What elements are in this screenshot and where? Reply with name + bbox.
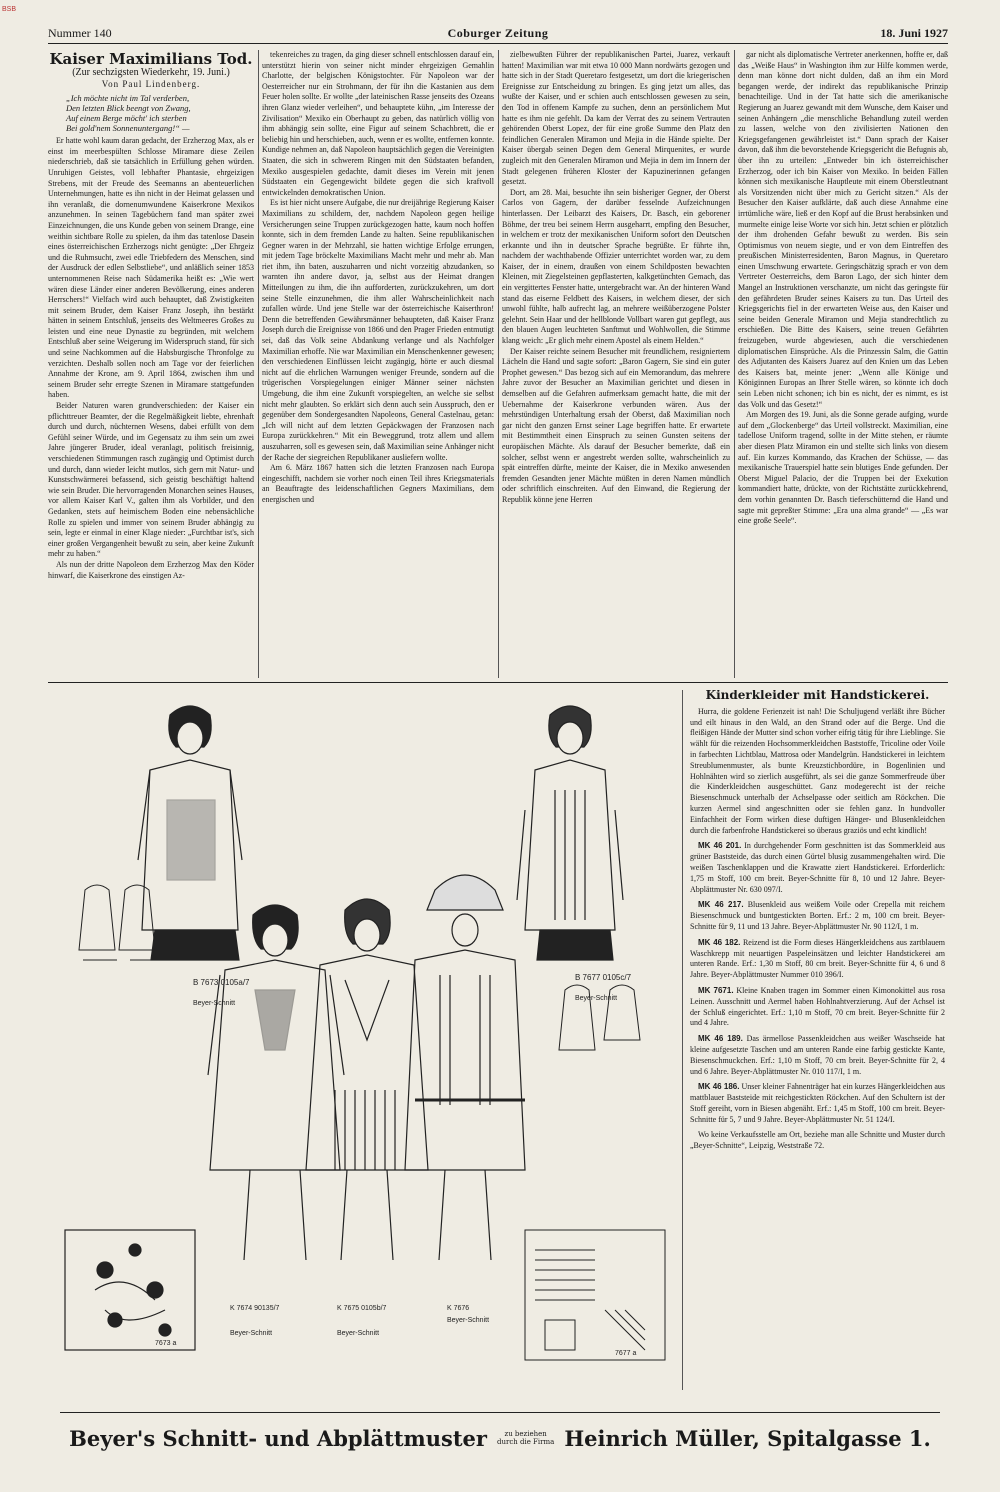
issue-date: 18. Juni 1927 xyxy=(880,26,948,40)
paragraph: Der Kaiser reichte seinem Besucher mit freundlichem, resigniertem Lächeln die Hand und sagte sofort: „Baron Gagern, Sie sind ein guter Prophet gewesen.“ Das bezog sich auf ein Memorandum, das mehrere Jahre zuvor der Besucher an Maximilian gerichtet und diesen in demselben auf die Gefahren aufmerksam gemacht hatte, die mit der Uebernahme der Kaiserkrone verbunden wären. Aus der mehrstündigen Unterhaltung ersah der Oberst, daß Maximilian noch gar nicht den ganzen Ernst seiner Lage begriffen hatte. Er erwartete mit Bestimmtheit einen Einspruch zu seinen Gunsten seitens der europäischen Mächte. Als darauf der Besucher bemerkte, daß ein solcher, selbst wenn er angestrebt werden sollte, wahrscheinlich zu spät eintreffen dürfte, meinte der Kaiser, die in Mexiko anwesenden fremden Gesandten jener Mächte müßten in deren Namen mündlich oder schriftlich einschreiten. Auf den Einwand, die Regierung der Republik könne jene Herren xyxy=(502,346,730,504)
item-code: MK 46 186. xyxy=(698,1082,740,1092)
maker-caption: Beyer-Schnitt xyxy=(575,995,618,1002)
pattern-code: B 7673 0105a/7 xyxy=(193,978,250,987)
item-code: MK 46 201. xyxy=(698,841,742,851)
item-text: Kleine Knaben tragen im Sommer einen Kimonokittel aus rosa Leinen. Ausschnitt und Aermel haben Hohlnahtverzierung. Auf der Achsel ist der Schluß eingerichtet. Erf.: 1,10 m Stoff, 70 cm breit. Beyer-Schnitte für 2 und 4 Jahre. xyxy=(690,985,945,1028)
advert-banner xyxy=(60,1418,940,1458)
maker-caption: Beyer-Schnitt xyxy=(230,1330,273,1337)
column-divider xyxy=(498,50,499,678)
paragraph: tekenreiches zu tragen, da ging dieser schnell entschlossen darauf ein, unterstützt hierin von seiner nicht minder ehrgeizigen Gemahlin Charlotte, der belgischen Königstochter. Für Napoleon war der Oesterreicher nur ein Strohmann, der für ihn die Kastanien aus dem Feuer holen sollte. Er wollte „der lateinischen Rasse jenseits des Ozeans ihren Glanz wieder verleihen“, und behauptete kühn, „im Interesse der Zivilisation“ Mexiko ein Oberhaupt zu geben, das natürlich völlig von ihm abhängig sein sollte, eine Figur auf seinem Schachbrett, die er beliebig hin und herschieben, auch, wenn er es wollte, entfernen konnte. Kundige nehmen an, daß Napoleon hauptsächlich gegen die Vereinigten Staaten, die sich in schwerem Ringen mit den Südstaaten befanden, Mexiko ausgespielen gedachte, damit dieses im Verein mit jenen Südstaaten ein Gegengewicht bildete gegen die sich kraftvoll entwickelnden demokratischen Union. xyxy=(262,50,494,197)
advert-item xyxy=(690,1034,945,1077)
paragraph: Dort, am 28. Mai, besuchte ihn sein bisheriger Gegner, der Oberst Carlos von Gagern, der darüber fesselnde Aufzeichnungen hinterlassen. Der Leibarzt des Kaisers, Dr. Basch, ein geborener Böhme, der treu bei seinem Herrn ausgeharrt, empfing den Besucher, in welchem er trotz der mexikanischen Uniform sofort den Deutschen erkannte und ihn in deutscher Sprache begrüßte. Er führte ihn, nachdem der wachthabende Offizier unterrichtet worden war, zu dem Kaiser, der in einem, draußen von einem Schildposten bewachten Kleinen, mit Ziegelsteinen gepflasterten, kalkgetünchten Gemach, das ein vergittertes Fenster hatte, untergebracht war. An der hinteren Wand stand das eiserne Feldbett des Kaisers, in welchem dieser, der sich unwohl fühlte, halb aufrecht lag, an mehrere weißüberzogene Polster gelehnt. Sein Haar und der hellblonde Vollbart waren gut gepflegt, aus den blauen Augen leuchteten Sanftmut und Wohlwollen, die Stimme klang weich: „Er glich mehr einem Apostel als einem Helden.“ xyxy=(502,187,730,346)
article-column-1 xyxy=(48,50,254,678)
item-text: Blusenkleid aus weißem Voile oder Crepella mit reichem Biesenschmuck und buntgestickten Borten. Erf.: 2 m, 100 cm breit. Beyer-Schnitte für 9, 11 und 13 Jahre. Beyer-Abplättmuster Nr. 90 112/I, 1 m. xyxy=(690,900,945,931)
advert-item xyxy=(690,986,945,1029)
advert-text xyxy=(690,690,945,1380)
pattern-code: 7677 a xyxy=(615,1350,637,1357)
article-subtitle: (Zur sechzigsten Wiederkehr, 19. Juni.) xyxy=(72,66,230,78)
item-code: MK 46 189. xyxy=(698,1034,743,1044)
banner-rule xyxy=(60,1412,940,1413)
maker-caption: Beyer-Schnitt xyxy=(337,1330,380,1337)
banner-left: Beyer's Schnitt- und Abplättmuster xyxy=(69,1425,487,1451)
paragraph: Als nun der dritte Napoleon dem Erzherzog Max den Köder hinwarf, die Kaiserkrone des einstigen Az- xyxy=(48,559,254,580)
item-code: MK 46 182. xyxy=(698,937,741,947)
item-text: Reizend ist die Form dieses Hängerkleidchens aus zartblauem Waschkrepp mit neuartigen Paspeleinsätzen und leichter Handstickerei am unteren Rande. Erf.: 1,30 m Stoff, 80 cm breit. Beyer-Schnitte für 4, 6 und 8 Jahre. Beyer-Abplättmuster Nummer 010 396/I. xyxy=(690,937,945,980)
corner-mark: BSB xyxy=(2,6,17,13)
poem-line: Den letzten Blick beengt von Zwang, xyxy=(66,103,191,114)
banner-right: Heinrich Müller, Spitalgasse 1. xyxy=(564,1425,931,1451)
advert-item xyxy=(690,1082,945,1125)
poem-line: „Ich möchte nicht im Tal verderben, xyxy=(66,93,190,104)
paragraph: zielbewußten Führer der republikanischen Partei, Juarez, verkauft hatten! Maximilian war mit etwa 10 000 Mann nordwärts gezogen und hatte sich in der Stadt Queretaro festgesetzt, um dort die kriegerischen Ereignisse zur Entscheidung zu bringen. Es ging jetzt um alles, das wußte der Kaiser, und er schien auch entschlossen gewesen zu sein, den Tod in offenem Kampfe zu suchen, denn an persönlichem Mut hatte es ihm nie gefehlt. Da kam der Verrat des zu seinem Vertrauten gehörenden Oberst Lopez, der für eine große Summe den Platz den feindlichen Generalen Miramon und Mejia in die Hände spielte. Der Kaiser übergab seinen Degen dem General Mirquenites, er wurde zugleich mit den Generalen Miramon und Mejia in dem im Innern der Stadt gelegenen früheren Kloster der Kapuzinerinnen gefangen gesetzt. xyxy=(502,50,730,187)
pattern-code: K 7676 xyxy=(447,1305,470,1312)
pattern-code: B 7677 0105c/7 xyxy=(575,973,632,982)
poem-line: Auf einem Berge möcht' ich sterben xyxy=(66,113,187,124)
banner-connector xyxy=(497,1430,554,1446)
advert-title: Kinderkleider mit Handstickerei. xyxy=(705,690,930,702)
section-rule xyxy=(48,682,948,683)
column-divider xyxy=(258,50,259,678)
advert-item xyxy=(690,841,945,895)
advert-footer: Wo keine Verkaufsstelle am Ort, beziehe man alle Schnitte und Muster durch „Beyer-Schnitte“, Leipzig, Weststraße 72. xyxy=(690,1130,945,1151)
pattern-code: K 7674 90135/7 xyxy=(230,1305,280,1312)
newspaper-title: Coburger Zeitung xyxy=(447,26,549,40)
fashion-illustration xyxy=(55,690,675,1408)
maker-caption: Beyer-Schnitt xyxy=(193,1000,236,1007)
paragraph: gar nicht als diplomatische Vertreter anerkennen, hoffte er, daß das „Weiße Haus“ in Washington ihm zur Hilfe kommen werde, denn man könne dort nicht dulden, daß an ihm ein Mord begangen werde, der indirekt das republikanische Prinzip benachteilige. Und in der Tat hatte sich die amerikanische Regierung an Juarez gewandt mit dem Wunsche, dem Kaiser und seinen Anhängern „die menschliche Behandlung zuteil werden zu lassen, welche von den zivilisierten Nationen den Kriegsgefangenen gewährleistet ist.“ Dann sprach der Kaiser davon, daß ihm die bevorstehende Kriegsgericht die Befugnis ab, über ihn zu urteilen: „Entweder bin ich österreichischer Erzherzog, oder ich bin Kaiser von Mexiko. In beiden Fällen können sich mexikanische Hauptleute mit einem Oberstleutnant als Vorsitzenden nicht über mich zu Gericht sitzen.“ Als der Besucher den Kaiser aufklärte, daß auch diese Annahme eine irrtümliche wäre, ließ er den Kopf auf die Brust herabsinken und murmelte einige leise Worte vor sich hin. Jetzt schien er plötzlich der ihm drohenden Gefahr bewußt zu werden. Bis sein Optimismus von neuem siegte, und er von dem Eintreffen des preußischen Ministerresidenten, Baron Magnus, in Queretaro einen Umschwung erwartete. Geringschätzig sprach er von dem Vertreter Oesterreichs, dem Baron Lago, der sich hinter dem Mangel an Instruktionen verschanzte, um nicht das geringste für den gefährdeten Bruder seines Kaisers zu tun. Das Urteil des Kriegsgerichts fiel in der erwarteten Weise aus, den Kaiser und seine beiden Generale Miramon und Mejia standrechtlich zu erschießen. Die Bitte des Kaisers, seine treuen Gefährten freizugeben, wurde abgewiesen, auch die verschiedenen diplomatischen Einsprüche. Als die Prinzessin Salm, die Gattin des Adjutanten des Kaisers Juarez auf den Knien um das Leben des Kaisers bat, meinte jener: „Wenn alle Könige und Königinnen Europas an Ihrer Stelle wären, so könnte ich doch sein Leben nicht schonen; ich bin es nicht, der es nimmt, es ist das Volk und das Gesetz!“ xyxy=(738,50,948,409)
paragraph: Es ist hier nicht unsere Aufgabe, die nur dreijährige Regierung Kaiser Maximilians zu schildern, der, nachdem Napoleon gegen heilige Versicherungen seine Truppen zurückgezogen hatte, kaum noch hoffen konnte, sich in dem fremden Lande zu halten. Seine republikanischen Gegner waren in der Mehrzahl, sie hatten wichtige Erfolge errungen, mit jedem Tage bröckelte Maximilians Macht mehr und mehr ab. Man riet ihm, ihn baten, auszuharren und nicht vorzeitig abzudanken, so warnten ihn andere davor, ja, selbst aus der Heimat drangen Mitteilungen zu ihm, die ihn aufforderten, zurückzukehren, um dort seine Stelle einzunehmen, die ihm aller Wahrscheinlichkeit nach zufallen würde. Und jene Stelle war der österreichische Kaiserthron! Denn die betreffenden Gewährsmänner behaupteten, daß Kaiser Franz Joseph durch die Ereignisse von 1866 und den Prager Frieden entmutigt sei, daß das Volk seine Abdankung verlange und als Nachfolger Maximilian erhoffe. Nie war Maximilian ein Menschenkenner gewesen; den verschiedenen Einflüssen leicht zugängig, hörte er auch diesmal nicht auf die ehrlichen Warnungen weniger Freunde, sondern auf die trügerischen Vorspiegelungen einiger Männer seiner nächsten Umgebung, die ihm eine Zukunft vorspiegelten, an welche sie selbst nicht mehr glaubten. So erklärt sich denn auch sein Ausspruch, den er gegenüber dem Sondergesandten Napoleons, General Castelnau, getan: „Ich will nicht auf dem letzten Gepäckwagen der Franzosen nach Europa zurückkehren.“ Mit ein Beweggrund, trotz allem und allem auszuharren, soll es gewesen sein, daß Maximilian seine Anhänger nicht der Rache der siegreichen Republikaner ausliefern wollte. xyxy=(262,198,494,462)
article-column-2 xyxy=(262,50,494,678)
advert-intro: Hurra, die goldene Ferienzeit ist nah! Die Schuljugend verläßt ihre Bücher und eilt hinaus in den Wald, an den Strand oder auf die Berge. Und die fleißigen Hände der Mutter sind schon vorher eifrig tätig für ihre Lieblinge. Sie wählt für die reizenden Hochsommerkleidchen Baststoffe, Tricoline oder Voile in farbechten Lichtblau, Mattrosa oder Mandelgrün. Handstickerei in leichtem Streublumenmuster, als bunte Kreuzstichbordüre, in Bogenlinien und Hohlnähten wird so zierlich ausgeführt, als sei die ganze Sommerfreude über die Kinderkleidchen ausgeschüttet. Ganz modegerecht ist der reiche Biesenschmuck unterhalb der Achselpasse oder seitlich am Röckchen. Die kurzen Aermel sind angeschnitten oder sie fehlen ganz. In hundvoller Einfachheit der Form wirken diese duftigen Hänger- und Blusenkleidchen durch die farbenfrohe Handstickerei so überaus graziös und echt kindlich! xyxy=(690,706,945,835)
maker-caption: Beyer-Schnitt xyxy=(447,1317,490,1324)
banner-small-bottom: durch die Firma xyxy=(496,1438,555,1446)
article-byline: Von Paul Lindenberg. xyxy=(101,78,201,89)
page-header xyxy=(48,26,948,42)
item-code: MK 46 217. xyxy=(698,900,744,910)
article-poem xyxy=(48,93,254,133)
article-column-4 xyxy=(738,50,948,678)
item-code: MK 7671. xyxy=(698,985,734,995)
pattern-code: 7673 a xyxy=(155,1340,177,1347)
issue-number: Nummer 140 xyxy=(48,26,112,40)
item-text: Das ärmellose Passenkleidchen aus weißer Waschseide hat kleine aufgesetzte Taschen und am unteren Rande eine farbig gestickte Kante, Biesenschmuckchen. Erf.: 1,10 m Stoff, 70 cm breit. Beyer-Schnitte für 2, 4 und 6 Jahre. Beyer-Abplättmuster Nr. 010 117/I, 1 m. xyxy=(690,1034,945,1076)
advert-divider xyxy=(682,690,683,1390)
header-rule xyxy=(48,43,948,44)
advert-item xyxy=(690,938,945,981)
article-column-3 xyxy=(502,50,730,678)
item-text: In durchgehender Form geschnitten ist das Sommerkleid aus grüner Baststeide, das durch einen Gürtel blusig zusammengehalten wird. Die weißen Taschenklappen und die Krawatte ziert Handstickerei. Erforderlich: 1,75 m Stoff, 100 cm breit. Beyer-Schnitte für 8, 10 und 12 Jahre. Beyer-Abplättmuster Nr. 630 097/I. xyxy=(690,841,945,894)
article-title: Kaiser Maximilians Tod. xyxy=(49,50,253,68)
paragraph: Er hatte wohl kaum daran gedacht, der Erzherzog Max, als er einst im meerbespülten Schlosse Miramare diese Zeilen niederschrieb, daß sie tatsächlich in Erfüllung gehen würden. Unruhigen Geistes, voll lebhafter Phantasie, ehrgeizigen Strebens, mit der Freude des Seemanns an abenteuerlichen Unternehmungen, hatte es ihn nicht in der Heimat gelassen und ihn veranlaßt, die dornenumwundene Kaiserkrone Mexikos anzunehmen. In seinen Tagebüchern fand man später zwei Einzeichnungen, die uns Kunde geben von seinem Drange, eine weithin sichtbare Rolle zu spielen, da ihm das tatenlose Dasein eines österreichischen Erzherzogs nicht genügte: „Der Ehrgeiz und die Ruhmsucht, zwei edle Triebfedern des Menschen, sind der Ausdruck der edlen Selbstliebe“, und anläßlich seiner 1853 unternommenen Reise nach Südamerika heißt es: „Wie wert wären diese Länder einer anderen Bevölkerung, eines anderen Herrschers!“ Vielfach wird auch behauptet, daß Zwistigkeiten mit seinem Bruder, dem Kaiser Franz Joseph, ihn bestärkt hätten in seinem Entschluß, jenseits des Weltmeeres Großes zu leisten und eine neue Dynastie zu begründen, mit welchem Entschluß aber seine Weigerung im Widerspruch stand, für sich und seine Nachkommen auf die Habsburgische Thronfolge zu verzichten. Deshalb sollen noch am Tage vor der feierlichen Annahme der Krone, am 9. April 1864, zwischen ihm und seinem Bruder sehr erregte Szenen in Miramare stattgefunden haben. xyxy=(48,136,254,400)
paragraph: Beider Naturen waren grundverschieden: der Kaiser ein pflichttreuer Beamter, der die Regelmäßigkeit liebte, ehrenhaft durch und durch, nüchternen Wesens, dabei erfüllt von dem Gefühl seiner Würde, und im Gegensatz zu ihm sein um zwei Jahre jüngerer Bruder, ideal veranlagt, politisch freisinnig, verschiedenen Stimmungen rasch zugängig und Optimist durch und durch, dann wieder leicht mutlos, sich gern mit Natur- und Kunstschwärmerei befassend, sich geistig beschäftigt haltend wie sein Bruder. Die hervorragenden Monarchen seines Hauses, vor allem Kaiser Karl V., galten ihm als Vorbilder, und den Gedanken, stets auf heimischem Boden eine nebensächliche Rolle zu spielen und immer von seinem Bruder abhängig zu sein, legte er einmal in einer Klage nieder: „Furchtbar ist's, sich einer großen Vergangenheit bewußt zu sein, aber keine Zukunft mehr zu haben.“ xyxy=(48,401,254,559)
paragraph: Am 6. März 1867 hatten sich die letzten Franzosen nach Europa eingeschifft, nachdem sie vorher noch einen Teil ihres Kriegsmaterials an Beauftragte des leidenschaftlichen Gegners Maximilians, dem energischen und xyxy=(262,463,494,504)
paragraph: Am Morgen des 19. Juni, als die Sonne gerade aufging, wurde auf dem „Glockenberge“ das Urteil vollstreckt. Maximilian, eine tadellose Uniform tragend, sollte in der Mitte stehen, er räumte aber diesen Platz Miramon ein und stellte sich links von diesem auf. Ein kurzes Kommando, das Krachen der Schüsse, — das mexikanische Trauerspiel hatte sein blutiges Ende gefunden. Der Oberst Miguel Palacio, der die Truppen bei der Exekution kommandiert hatte, drückte, von der Richtstätte zurückkehrend, dem vorhin genannten Dr. Basch tieferschütternd die Hand und sagte mit gepreßter Stimme: „Era una alma grande“ — „Es war eine große Seele“. xyxy=(738,410,948,526)
item-text: Unser kleiner Fahnenträger hat ein kurzes Hängerkleidchen aus mattblauer Baststeide mit reichgestickten Röckchen. Auf den Schultern ist der Stoff gereiht, vorn in Biesen abgenäht. Erf.: 1,45 m Stoff, 100 cm breit. Beyer-Schnitte für 5, 7 und 9 Jahre. Beyer-Abplättmuster Nr. 51 124/I. xyxy=(690,1082,945,1124)
column-divider xyxy=(734,50,735,678)
pattern-code: K 7675 0105b/7 xyxy=(337,1305,387,1312)
advert-item xyxy=(690,900,945,932)
poem-line: Bei gold'nem Sonnenuntergang!“ — xyxy=(66,123,190,134)
banner-small-top: zu beziehen xyxy=(504,1430,547,1438)
